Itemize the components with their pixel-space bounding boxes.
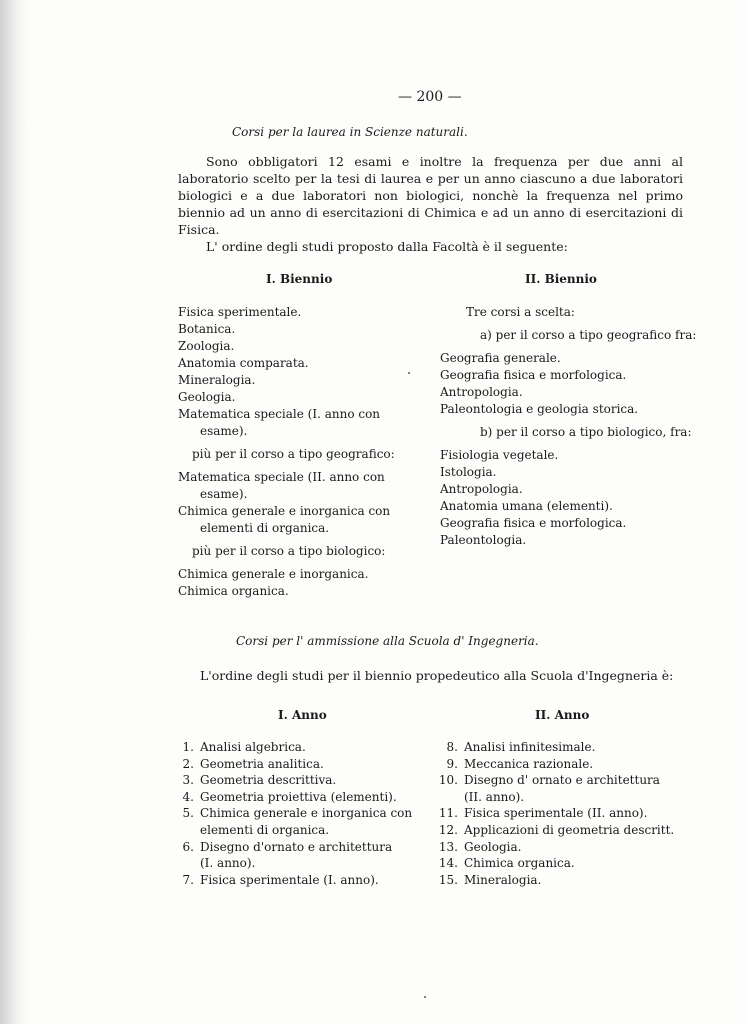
- list-item: [168, 805, 428, 822]
- primo-biennio-list: [178, 304, 416, 600]
- list-item: [168, 772, 428, 789]
- item-number: 6.: [182, 839, 194, 854]
- list-item: [168, 839, 428, 856]
- list-item: [168, 739, 428, 756]
- item-text: Analisi infinitesimale.: [464, 740, 596, 754]
- list-item: [432, 772, 712, 789]
- item-text: (II. anno).: [464, 789, 525, 804]
- item-text: (I. anno).: [200, 856, 256, 871]
- item-text: Geologia.: [464, 839, 522, 854]
- list-item-continuation: elementi di organica.: [200, 521, 330, 535]
- list-item: [168, 872, 428, 889]
- item-text: Analisi algebrica.: [200, 740, 306, 754]
- list-item: [168, 756, 428, 773]
- list-item: Matematica speciale (I. anno con: [178, 407, 381, 421]
- item-number: 12.: [438, 822, 458, 837]
- list-item: Geologia.: [178, 390, 236, 404]
- list-item: Paleontologia e geologia storica.: [440, 402, 639, 416]
- section-heading-ingegneria: Corsi per l' ammissione alla Scuola d' Ingegneria.: [236, 634, 539, 648]
- item-number: 10.: [438, 773, 458, 788]
- item-text: Geometria descrittiva.: [200, 773, 337, 788]
- list-item: [432, 805, 712, 822]
- list-item: Geografia generale.: [440, 351, 561, 365]
- primo-anno-list: [168, 739, 428, 888]
- item-number: 11.: [438, 806, 458, 821]
- list-item: Chimica generale e inorganica.: [178, 567, 369, 581]
- scan-edge-shadow: [0, 0, 28, 1024]
- list-item: Antropologia.: [440, 482, 523, 496]
- list-item-continuation: esame).: [200, 487, 248, 501]
- item-number: 4.: [182, 789, 194, 804]
- item-text: Applicazioni di geometria descritt.: [464, 822, 675, 837]
- list-item: [432, 822, 712, 839]
- list-item: Istologia.: [440, 465, 497, 479]
- item-text: elementi di organica.: [200, 822, 330, 837]
- list-item-continuation: [168, 855, 428, 872]
- column-heading-secondo-biennio: II. Biennio: [525, 272, 597, 286]
- list-item-continuation: [168, 822, 428, 839]
- item-text: Fisica sperimentale (I. anno).: [200, 872, 379, 887]
- item-number: 13.: [438, 839, 458, 854]
- column-heading-primo-biennio: I. Biennio: [266, 272, 333, 286]
- list-item: Anatomia comparata.: [178, 356, 309, 370]
- sub-heading-biologico: più per il corso a tipo biologico:: [192, 544, 386, 558]
- item-text: Meccanica razionale.: [464, 756, 594, 771]
- list-item: Matematica speciale (II. anno con: [178, 470, 385, 484]
- secondo-biennio-list: [440, 304, 697, 549]
- list-item: Antropologia.: [440, 385, 523, 399]
- item-text: Chimica generale e inorganica con: [200, 806, 413, 821]
- list-item: Chimica generale e inorganica con: [178, 504, 391, 518]
- list-item: [432, 872, 712, 889]
- list-item: Geografia fisica e morfologica.: [440, 516, 627, 530]
- secondo-anno-list: [432, 739, 712, 888]
- item-text: Geometria analitica.: [200, 756, 324, 771]
- ingegneria-intro: L'ordine degli studi per il biennio propedeutico alla Scuola d'Ingegneria è:: [200, 668, 674, 683]
- list-item: Zoologia.: [178, 339, 235, 353]
- list-item: [432, 839, 712, 856]
- list-item: Fisica sperimentale.: [178, 305, 302, 319]
- item-text: Fisica sperimentale (II. anno).: [464, 806, 648, 821]
- list-item-continuation: esame).: [200, 424, 248, 438]
- list-item: Geografia fisica e morfologica.: [440, 368, 627, 382]
- list-item: [432, 739, 712, 756]
- list-item: Botanica.: [178, 322, 236, 336]
- item-number: 2.: [182, 756, 194, 771]
- scan-speck: [424, 996, 426, 998]
- item-text: Chimica organica.: [464, 856, 575, 871]
- item-number: 7.: [182, 872, 194, 887]
- list-item: [168, 789, 428, 806]
- item-number: 1.: [182, 740, 194, 754]
- ordine-studi-paragraph: L' ordine degli studi proposto dalla Facoltà è il seguente:: [206, 239, 568, 254]
- section-heading-scienze-naturali: Corsi per la laurea in Scienze naturali.: [232, 125, 468, 139]
- item-number: 15.: [438, 872, 458, 887]
- item-number: 5.: [182, 806, 194, 821]
- list-item: Paleontologia.: [440, 533, 527, 547]
- item-number: 8.: [446, 740, 458, 754]
- list-item: [432, 855, 712, 872]
- obbligatori-paragraph: Sono obbligatori 12 esami e inoltre la frequenza per due anni al laboratorio scelto per la tesi di laurea e per un anno ciascuno a due laboratori biologici e a due laboratori non biologici, nonchè la frequenza nel primo biennio ad un anno di esercitazioni di Chimica e ad un anno di esercitazioni di Fisica.: [178, 154, 683, 237]
- list-item: Mineralogia.: [178, 373, 256, 387]
- list-item-continuation: [432, 789, 712, 806]
- item-number: [432, 789, 464, 806]
- item-text: Disegno d' ornato e architettura: [464, 773, 660, 788]
- item-text: Disegno d'ornato e architettura: [200, 839, 393, 854]
- intro-tre-corsi: Tre corsi a scelta:: [466, 305, 575, 319]
- list-item: Chimica organica.: [178, 584, 289, 598]
- column-heading-secondo-anno: II. Anno: [535, 708, 590, 722]
- list-item: [432, 756, 712, 773]
- page-number: — 200 —: [398, 89, 462, 105]
- item-number: 14.: [438, 856, 458, 871]
- item-number: 3.: [182, 773, 194, 788]
- sub-heading-a: a) per il corso a tipo geografico fra:: [480, 328, 697, 342]
- item-text: Geometria proiettiva (elementi).: [200, 789, 397, 804]
- item-number: 9.: [446, 756, 458, 771]
- sub-heading-b: b) per il corso a tipo biologico, fra:: [480, 425, 692, 439]
- item-text: Mineralogia.: [464, 872, 542, 887]
- sub-heading-geografico: più per il corso a tipo geografico:: [192, 447, 395, 461]
- list-item: Fisiologia vegetale.: [440, 448, 559, 462]
- item-number: [168, 822, 200, 839]
- column-heading-primo-anno: I. Anno: [278, 708, 327, 722]
- intro-paragraph: [178, 153, 683, 255]
- item-number: [168, 855, 200, 872]
- list-item: Anatomia umana (elementi).: [440, 499, 613, 513]
